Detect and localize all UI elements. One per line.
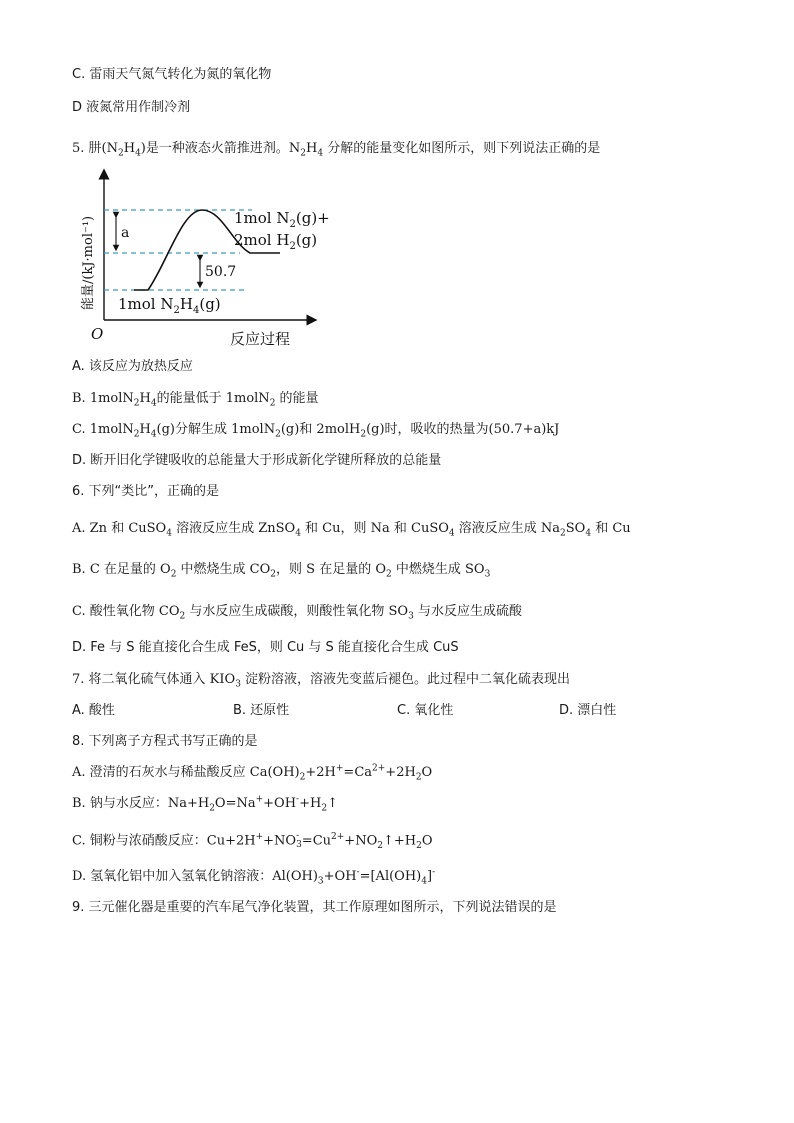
q8-option-d: D. 氢氧化铝中加入氢氧化钠溶液：$Al(OH)_3+OH^-=[Al(OH)_4]^-$ bbox=[72, 867, 436, 887]
y-axis-label: 能量/(kJ·mol⁻¹) bbox=[81, 215, 96, 310]
q8-option-b: B. 钠与水反应：$Na+H_2O=Na^++OH^-+H_2↑$ bbox=[72, 794, 338, 814]
q7-option-c: C. 氧化性 bbox=[397, 703, 454, 718]
q4-option-c: C. 雷雨天气氮气转化为氮的氧化物 bbox=[72, 67, 272, 82]
q6-option-d: D. Fe 与 S 能直接化合生成 FeS，则 Cu 与 S 能直接化合生成 CuS bbox=[72, 640, 459, 655]
q5-stem: 5. 肼$(N_2H_4)$是一种液态火箭推进剂。$N_2H_4$ 分解的能量变化如图所示，则下列说法正确的是 bbox=[72, 141, 601, 159]
energy-diagram bbox=[72, 168, 332, 350]
q8-option-a: A. 澄清的石灰水与稀盐酸反应 $Ca(OH)_2+2H^+=Ca^{2+}+2H_2O$ bbox=[72, 763, 433, 783]
q7-option-d: D. 漂白性 bbox=[559, 703, 617, 718]
q6-option-c: C. 酸性氧化物 $CO_2$ 与水反应生成碳酸，则酸性氧化物 $SO_3$ 与水反应生成硫酸 bbox=[72, 604, 522, 622]
origin-label: O bbox=[91, 325, 104, 343]
q8-stem: 8. 下列离子方程式书写正确的是 bbox=[72, 734, 258, 749]
q7-option-b: B. 还原性 bbox=[233, 703, 290, 718]
q5-option-a: A. 该反应为放热反应 bbox=[72, 359, 193, 374]
q8-option-c: C. 铜粉与浓硝酸反应：Cu+2H++NO - 3 $=Cu^{2+}+NO_2↑+H_2O$ bbox=[72, 831, 433, 852]
q5-option-b: B. $1molN_2H_4$的能量低于 1molN$_2$ 的能量 bbox=[72, 391, 319, 409]
x-axis-label: 反应过程 bbox=[230, 330, 291, 348]
q5-option-d: D. 断开旧化学键吸收的总能量大于形成新化学键所释放的总能量 bbox=[72, 453, 442, 468]
product-label-1: 1mol $N_2(g)+$ bbox=[234, 209, 330, 230]
q5-option-c: C. $1molN_2H_4(g)$分解生成 1molN$_2$(g)和 2molH$_2$(g)时，吸收的热量为(50.7+a)kJ bbox=[72, 422, 560, 440]
gap-a-label: a bbox=[121, 225, 130, 241]
q9-stem: 9. 三元催化器是重要的汽车尾气净化装置，其工作原理如图所示，下列说法错误的是 bbox=[72, 900, 557, 915]
reactant-label: 1mol $N_2H_4(g)$ bbox=[118, 295, 221, 316]
q7-option-a: A. 酸性 bbox=[72, 703, 115, 718]
q6-stem: 6. 下列“类比”，正确的是 bbox=[72, 484, 220, 499]
gap-50-7-label: 50.7 bbox=[205, 264, 237, 280]
q4-option-d: D 液氮常用作制冷剂 bbox=[72, 100, 191, 115]
q7-stem: 7. 将二氧化硫气体通入 $KIO_3$ 淀粉溶液，溶液先变蓝后褪色。此过程中二氧化硫表现出 bbox=[72, 672, 571, 690]
q6-option-b: B. C 在足量的 $O_2$ 中燃烧生成 $CO_2$，则 S 在足量的 $O_2$ 中燃烧生成 $SO_3$ bbox=[72, 562, 491, 580]
q6-option-a: A. Zn 和 CuSO$_4$ 溶液反应生成 ZnSO$_4$ 和 Cu，则 Na 和 CuSO$_4$ 溶液反应生成 $Na_2SO_4$ 和 Cu bbox=[72, 521, 631, 539]
product-label-2: 2mol $H_2(g)$ bbox=[234, 231, 318, 252]
